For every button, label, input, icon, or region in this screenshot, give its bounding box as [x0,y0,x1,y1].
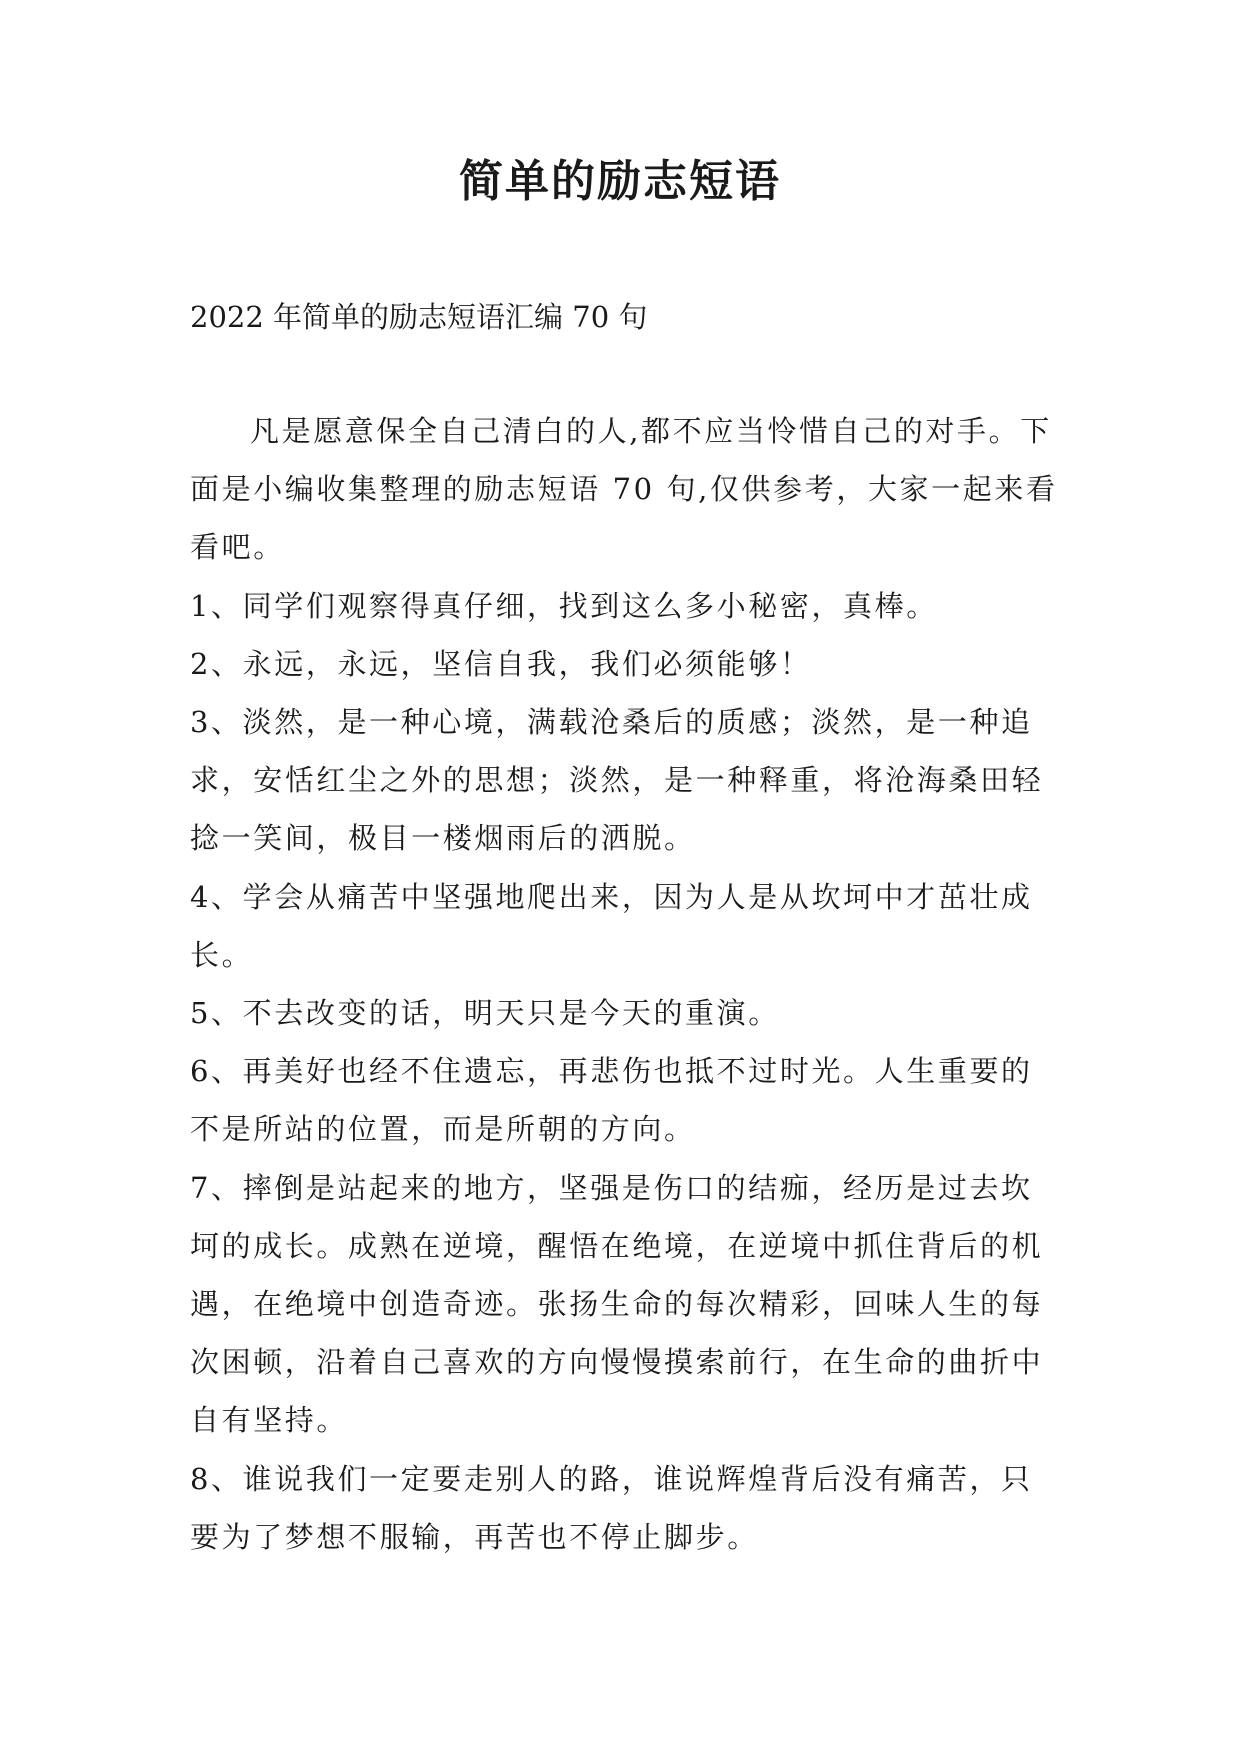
list-item: 6、再美好也经不住遗忘，再悲伤也抵不过时光。人生重要的不是所站的位置，而是所朝的方向。 [190,1054,1033,1147]
document-body [190,402,1060,1566]
list-item: 8、谁说我们一定要走别人的路，谁说辉煌背后没有痛苦，只要为了梦想不服输，再苦也不停止脚步。 [190,1461,1033,1554]
list-item: 2、永远，永远，坚信自我，我们必须能够！ [190,646,812,681]
document-subtitle: 2022 年简单的励志短语汇编 70 句 [190,300,648,334]
list-item: 4、学会从痛苦中坚强地爬出来，因为人是从坎坷中才茁壮成长。 [190,879,1033,972]
list-item: 3、淡然，是一种心境，满载沧桑后的质感；淡然，是一种追求，安恬红尘之外的思想；淡然，是一种释重，将沧海桑田轻捻一笑间，极目一楼烟雨后的洒脱。 [190,705,1044,856]
list-item: 7、摔倒是站起来的地方，坚强是伤口的结痂，经历是过去坎坷的成长。成熟在逆境，醒悟在绝境，在逆境中抓住背后的机遇，在绝境中创造奇迹。张扬生命的每次精彩，回味人生的每次困顿，沿着自己喜欢的方向慢慢摸索前行，在生命的曲折中自有坚持。 [190,1170,1044,1438]
list-item: 1、同学们观察得真仔细，找到这么多小秘密，真棒。 [190,588,938,623]
intro-paragraph: 凡是愿意保全自己清白的人,都不应当怜惜自己的对手。下面是小编收集整理的励志短语 70 句,仅供参考，大家一起来看看吧。 [190,414,1058,565]
document-title: 简单的励志短语 [459,156,781,207]
list-item: 5、不去改变的话，明天只是今天的重演。 [190,996,780,1031]
